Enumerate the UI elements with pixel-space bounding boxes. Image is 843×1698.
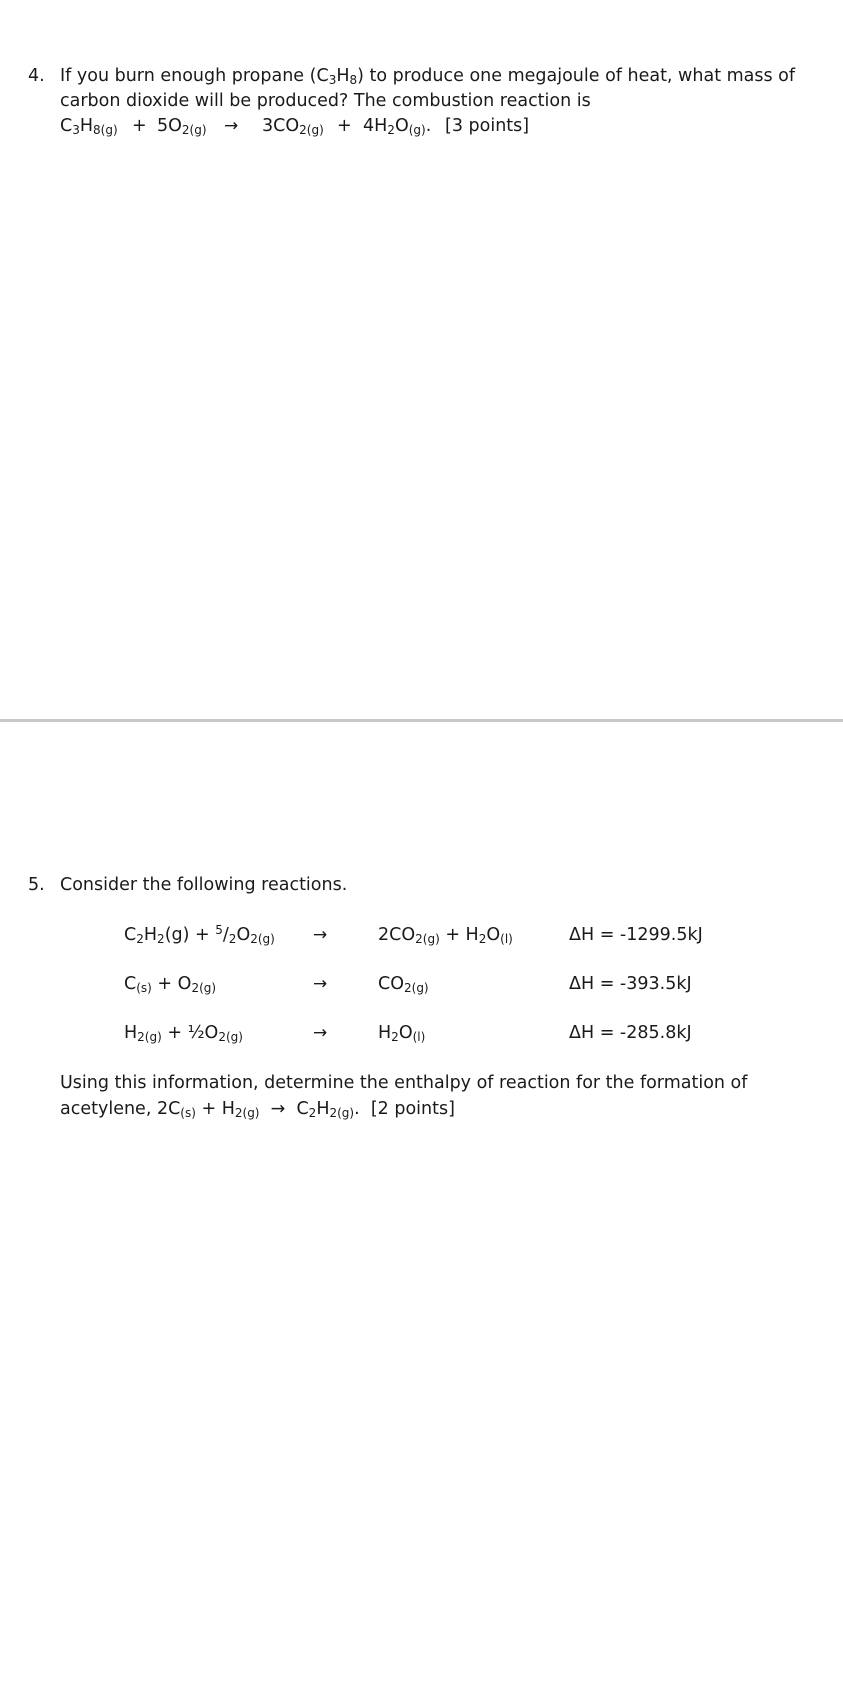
question-4-line-2: carbon dioxide will be produced? The combustion reaction is [60,91,591,111]
reaction-left: H2(g) + ½O2(g) [124,1023,243,1044]
reaction-arrow: → [313,974,328,994]
product-carbon-dioxide: 3CO2(g) [262,116,324,137]
reaction-left: C2H2(g) + $^5$/2O2(g) [124,923,275,946]
reactant-oxygen: 5O2(g) [157,116,207,137]
question-4-line-1: If you burn enough propane (C3H8) to produce one megajoule of heat, what mass of [60,66,796,87]
plus-sign: + [337,116,352,136]
reaction-arrow: → [313,925,328,945]
reaction-right: 2CO2(g) + H2O(l) [378,925,513,946]
plus-sign: + [132,116,147,136]
reaction-arrow: → [313,1023,328,1043]
question-5-points: [2 points] [370,1099,455,1119]
question-5-intro: Consider the following reactions. [60,875,348,895]
question-4-points: [3 points] [445,116,530,136]
question-5-line-1: Using this information, determine the enthalpy of reaction for the formation of [60,1073,748,1093]
question-5-number: 5. [28,875,45,895]
reaction-right: CO2(g) [378,974,429,995]
question-4-number: 4. [28,66,45,86]
reaction-left: C(s) + O2(g) [124,974,217,995]
question-5-line-2: acetylene, 2C(s) + H2(g) → C2H2(g). [2 points] [60,1099,455,1120]
reaction-arrow: → [224,116,239,136]
section-divider [0,719,843,722]
reaction-enthalpy: ΔH = -285.8kJ [569,1023,692,1043]
reaction-enthalpy: ΔH = -393.5kJ [569,974,692,994]
reaction-enthalpy: ΔH = -1299.5kJ [569,925,703,945]
product-water: 4H2O(g). [363,116,432,137]
reactant-propane: C3H8(g) [60,116,118,137]
reaction-arrow: → [270,1099,286,1119]
reaction-right: H2O(l) [378,1023,426,1044]
